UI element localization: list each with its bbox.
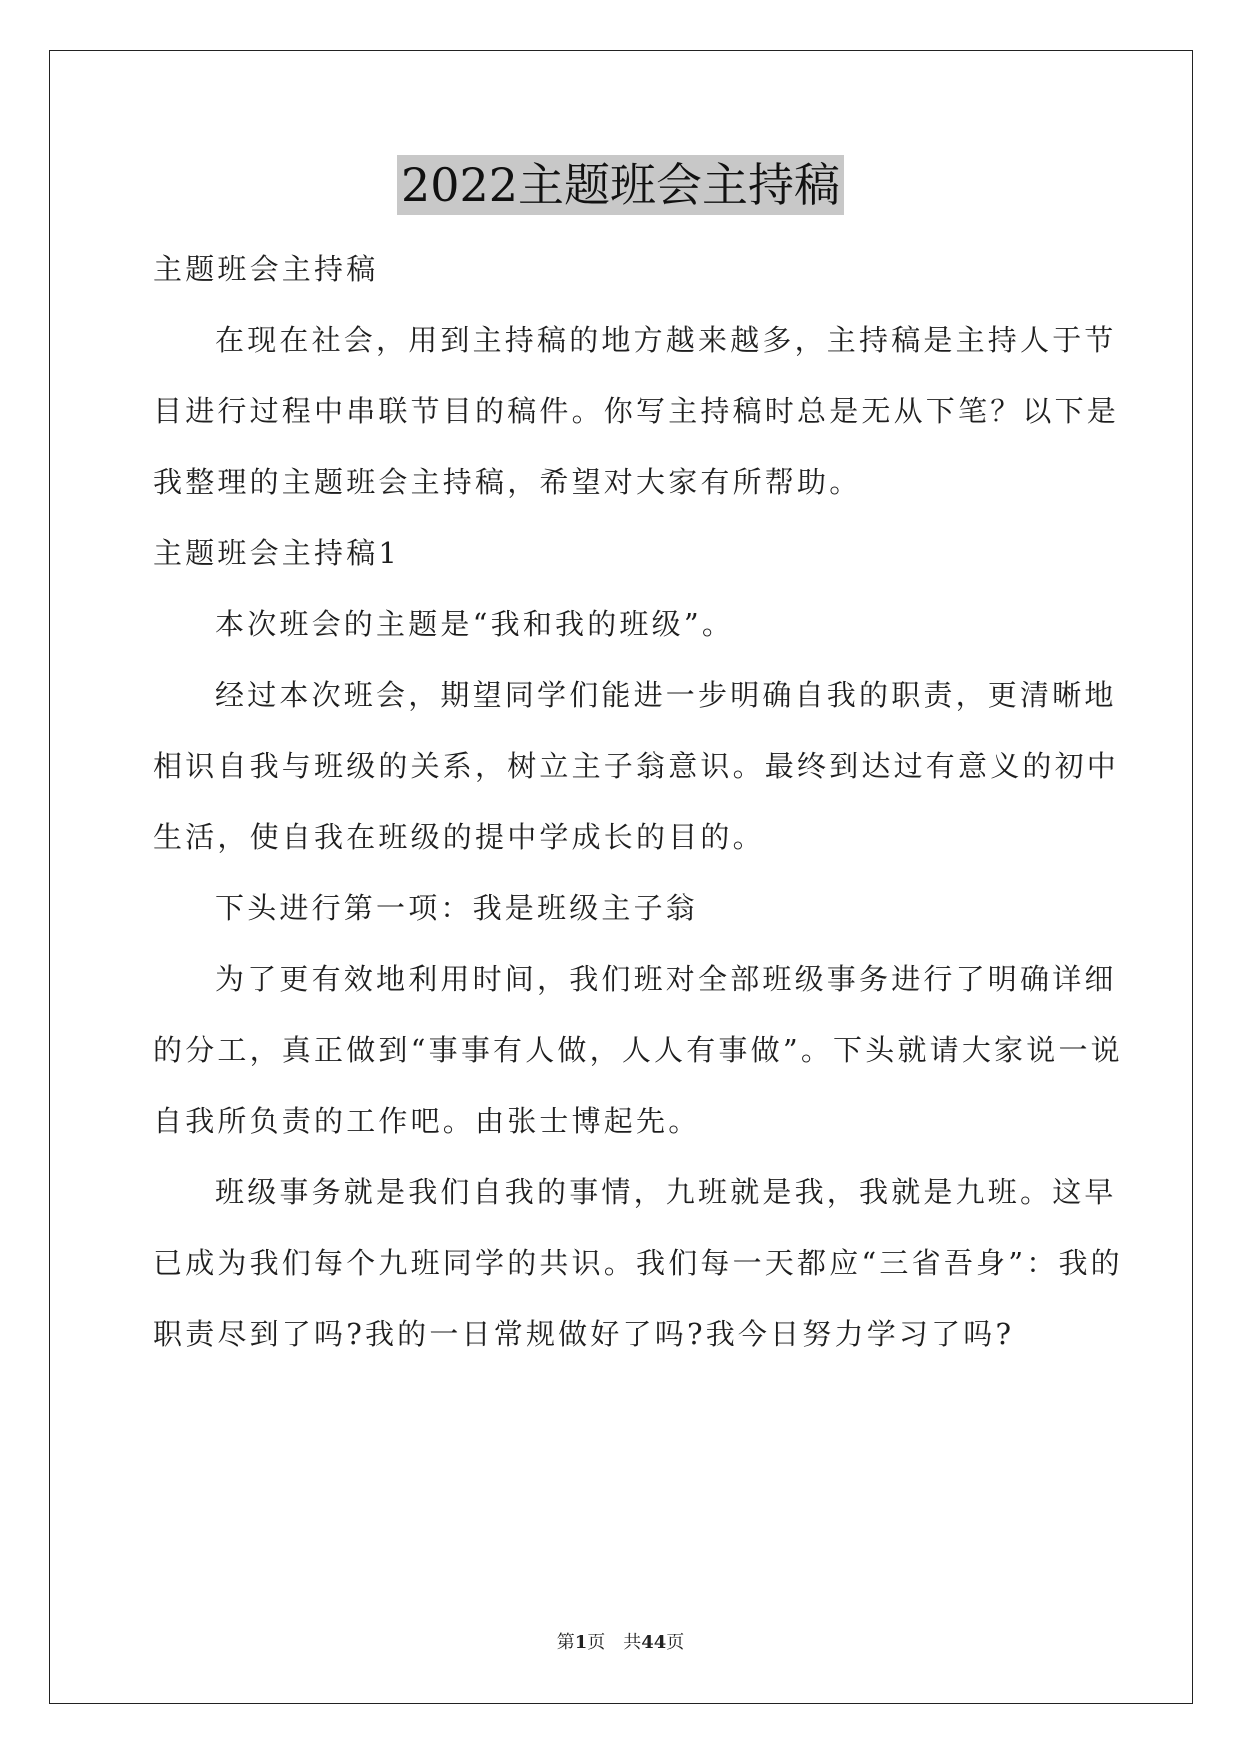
paragraph-line: 本次班会的主题是“我和我的班级”。: [215, 607, 735, 641]
paragraph-line: 生活，使自我在班级的提中学成长的目的。: [153, 820, 765, 854]
paragraph-line: 的分工，真正做到“事事有人做，人人有事做”。下头就请大家说一说: [153, 1033, 1123, 1067]
page-border: [49, 50, 1193, 1704]
paragraph-line: 我整理的主题班会主持稿，希望对大家有所帮助。: [153, 465, 862, 499]
heading-line: 主题班会主持稿: [153, 252, 379, 286]
paragraph-line: 为了更有效地利用时间，我们班对全部班级事务进行了明确详细: [215, 962, 1117, 996]
footer-total-pages: 44: [641, 1632, 667, 1653]
paragraph-line: 已成为我们每个九班同学的共识。我们每一天都应“三省吾身”：我的: [153, 1246, 1123, 1280]
paragraph-line: 经过本次班会，期望同学们能进一步明确自我的职责，更清晰地: [215, 678, 1117, 712]
footer-prefix: 第: [556, 1632, 575, 1653]
paragraph-line: 相识自我与班级的关系，树立主子翁意识。最终到达过有意义的初中: [153, 749, 1120, 783]
paragraph-line: 自我所负责的工作吧。由张士博起先。: [153, 1104, 701, 1138]
footer-current-page: 1: [574, 1632, 588, 1653]
paragraph-line: 在现在社会，用到主持稿的地方越来越多，主持稿是主持人于节: [215, 323, 1117, 357]
page-title: 2022主题班会主持稿: [397, 155, 844, 215]
paragraph-line: 目进行过程中串联节目的稿件。你写主持稿时总是无从下笔？以下是: [153, 394, 1120, 428]
paragraph-line: 下头进行第一项：我是班级主子翁: [215, 891, 699, 925]
footer-suffix: 页: [666, 1632, 685, 1653]
footer-mid: 页 共: [587, 1632, 642, 1653]
paragraph-line: 班级事务就是我们自我的事情，九班就是我，我就是九班。这早: [215, 1175, 1117, 1209]
heading-line: 主题班会主持稿1: [153, 536, 401, 570]
page-footer: [0, 1628, 1241, 1654]
paragraph-line: 职责尽到了吗?我的一日常规做好了吗?我今日努力学习了吗?: [153, 1317, 1015, 1351]
title-wrap: [0, 155, 1241, 215]
